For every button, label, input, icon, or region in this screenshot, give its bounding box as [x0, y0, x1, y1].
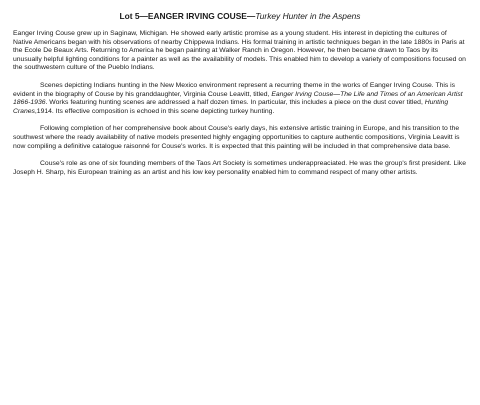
dust-cover-title: Hunting Cranes [13, 99, 449, 115]
paragraph-taos-society: Couse's role as one of six founding members of the Taos Art Society is sometimes underappreaciated. He was the group's first president. Like Joseph H. Sharp, his European training as an artist and his low key personality enabled him to command respect of many other artists. [13, 160, 466, 176]
paragraph-catalogue: Following completion of her comprehensive book about Couse's early days, his extensive artistic training in Europe, and his transition to the southwest where the ready availability of native models presented highly engaging opportunities to capture authentic compositions, Virginia Leavitt is now compiling a definitive catalogue raisonné for Couse's works. It is expected that this painting will be included in that comprehensive data base. [13, 125, 460, 150]
paragraph-hunting-text-1: Scenes depicting Indians hunting in the New Mexico environment represent a recurring theme in the works of Eanger Irving Couse. This is evident in the biography of Couse by his granddaughter, Virginia Couse Leavitt, titled, [13, 81, 456, 98]
lot-title: Lot 5—EANGER IRVING COUSE— [119, 11, 256, 21]
document-title [13, 11, 467, 22]
book-title: Eanger Irving Couse—The Life and Times of an American Artist 1866-1936 [13, 90, 463, 107]
artwork-title: Turkey Hunter in the Aspens [255, 11, 361, 21]
paragraph-hunting-theme [13, 82, 467, 116]
paragraph-hunting-text-3: ,1914. Its effective composition is echoed in this scene depicting turkey hunting. [34, 107, 275, 115]
paragraph-hunting-text-2: . Works featuring hunting scenes are addressed a half dozen times. In particular, this includes a piece on the dust cover titled, [45, 99, 425, 107]
document-body [13, 11, 467, 186]
paragraph-biography: Eanger Irving Couse grew up in Saginaw, Michigan. He showed early artistic promise as a young student. His interest in depicting the cultures of Native Americans began with his observations of nearby Chippewa Indians. His formal training in artistic techniques began in the late 1880s in Paris at the Ecole De Beaux Arts. Returning to America he began painting at Walker Ranch in Oregon. However, he then became drawn to Taos by its unusually helpful lighting conditions for a painter as well as the availability of models. This enabled him to develop a variety of compositions focused on the southwestern culture of the Pueblo Indians. [13, 30, 466, 72]
